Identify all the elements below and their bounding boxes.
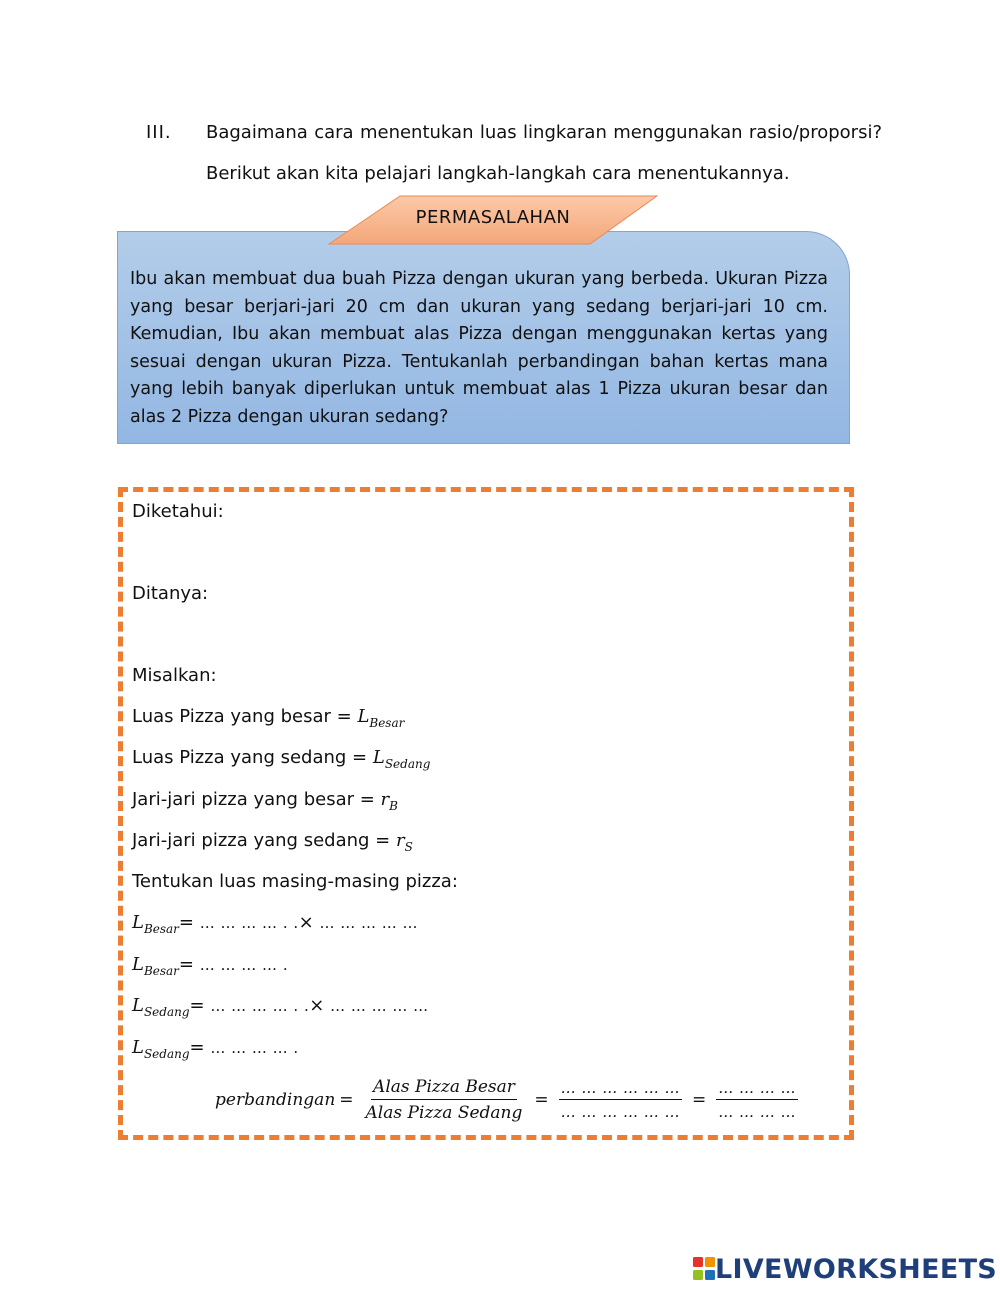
blank-field[interactable]: … … … … … bbox=[330, 997, 429, 1015]
luas-sedang-calc-2 bbox=[132, 1037, 299, 1061]
subscript-S: S bbox=[404, 840, 413, 854]
symbol-r: r bbox=[395, 830, 405, 851]
fraction-numerator: Alas Pizza Besar bbox=[371, 1077, 517, 1100]
blank-field[interactable]: … … … … … … bbox=[560, 1103, 680, 1121]
question-number: III. bbox=[146, 122, 172, 143]
subscript-besar: Besar bbox=[143, 964, 179, 978]
luas-besar-calc-1 bbox=[132, 912, 418, 936]
jari-besar-definition bbox=[132, 789, 398, 813]
blank-field[interactable]: … … … … bbox=[718, 1103, 797, 1121]
misalkan-label: Misalkan: bbox=[132, 665, 217, 686]
question-text: Bagaimana cara menentukan luas lingkaran menggunakan rasio/proporsi? bbox=[206, 122, 882, 143]
banner-label: PERMASALAHAN bbox=[415, 207, 571, 228]
symbol-L: L bbox=[132, 1037, 144, 1058]
symbol-L: L bbox=[132, 995, 144, 1016]
liveworksheets-logo bbox=[693, 1254, 997, 1284]
blank-field[interactable]: … … … … . bbox=[199, 956, 289, 974]
times-sign: × bbox=[309, 995, 325, 1016]
equals-sign: = bbox=[339, 1090, 354, 1110]
subscript-besar: Besar bbox=[143, 922, 179, 936]
symbol-L: L bbox=[357, 706, 370, 727]
fraction-blank-2 bbox=[716, 1079, 798, 1121]
subscript-sedang: Sedang bbox=[143, 1047, 190, 1061]
symbol-L: L bbox=[132, 954, 144, 975]
logo-text: LIVEWORKSHEETS bbox=[715, 1253, 998, 1285]
symbol-L: L bbox=[132, 912, 144, 933]
symbol-r: r bbox=[380, 789, 390, 810]
formula-lhs: perbandingan bbox=[215, 1090, 336, 1110]
subscript-B: B bbox=[389, 799, 398, 813]
equals-sign: = bbox=[189, 995, 205, 1016]
ditanya-label: Ditanya: bbox=[132, 583, 209, 604]
luas-sedang-definition bbox=[132, 747, 430, 771]
blank-field[interactable]: … … … … . bbox=[210, 1039, 299, 1057]
luas-sedang-calc-1 bbox=[132, 995, 429, 1019]
equals-sign: = bbox=[189, 1037, 205, 1058]
luas-sedang-label: Luas Pizza yang sedang = bbox=[132, 747, 373, 768]
question-subtext: Berikut akan kita pelajari langkah-langkah cara menentukannya. bbox=[206, 163, 790, 184]
problem-text: Ibu akan membuat dua buah Pizza dengan ukuran yang berbeda. Ukuran Pizza yang besar berjari-jari 20 cm dan ukuran yang sedang berjari-jari 10 cm. Kemudian, Ibu akan membuat alas Pizza dengan menggunakan kertas yang sesuai dengan ukuran Pizza. Tentukanlah perbandingan bahan kertas mana yang lebih banyak diperlukan untuk membuat alas 1 Pizza ukuran besar dan alas 2 Pizza dengan ukuran sedang? bbox=[130, 269, 828, 427]
blank-field[interactable]: … … … … . . bbox=[199, 914, 299, 932]
logo-icon bbox=[693, 1257, 715, 1281]
subscript-sedang: Sedang bbox=[384, 757, 431, 771]
blank-field[interactable]: … … … … … bbox=[319, 914, 419, 932]
blank-field[interactable]: … … … … … … bbox=[559, 1079, 682, 1100]
blank-field[interactable]: … … … … . . bbox=[210, 997, 310, 1015]
subscript-besar: Besar bbox=[369, 716, 405, 730]
equals-sign: = bbox=[178, 954, 195, 975]
jari-besar-label: Jari-jari pizza yang besar = bbox=[132, 789, 381, 810]
diketahui-label: Diketahui: bbox=[132, 501, 224, 522]
subscript-sedang: Sedang bbox=[143, 1005, 190, 1019]
symbol-L: L bbox=[372, 747, 385, 768]
jari-sedang-label: Jari-jari pizza yang sedang = bbox=[132, 830, 396, 851]
jari-sedang-definition bbox=[132, 830, 413, 854]
fraction-denominator: Alas Pizza Sedang bbox=[365, 1103, 523, 1123]
ratio-formula bbox=[215, 1070, 804, 1130]
fraction-alas bbox=[364, 1077, 525, 1123]
luas-besar-calc-2 bbox=[132, 954, 288, 978]
tentukan-label: Tentukan luas masing-masing pizza: bbox=[132, 871, 458, 892]
luas-besar-label: Luas Pizza yang besar = bbox=[132, 706, 358, 727]
equals-sign: = bbox=[534, 1090, 549, 1110]
equals-sign: = bbox=[178, 912, 195, 933]
fraction-blank-1 bbox=[559, 1079, 682, 1121]
blank-field[interactable]: … … … … bbox=[716, 1079, 798, 1100]
equals-sign: = bbox=[692, 1090, 707, 1110]
luas-besar-definition bbox=[132, 706, 404, 730]
times-sign: × bbox=[298, 912, 314, 933]
